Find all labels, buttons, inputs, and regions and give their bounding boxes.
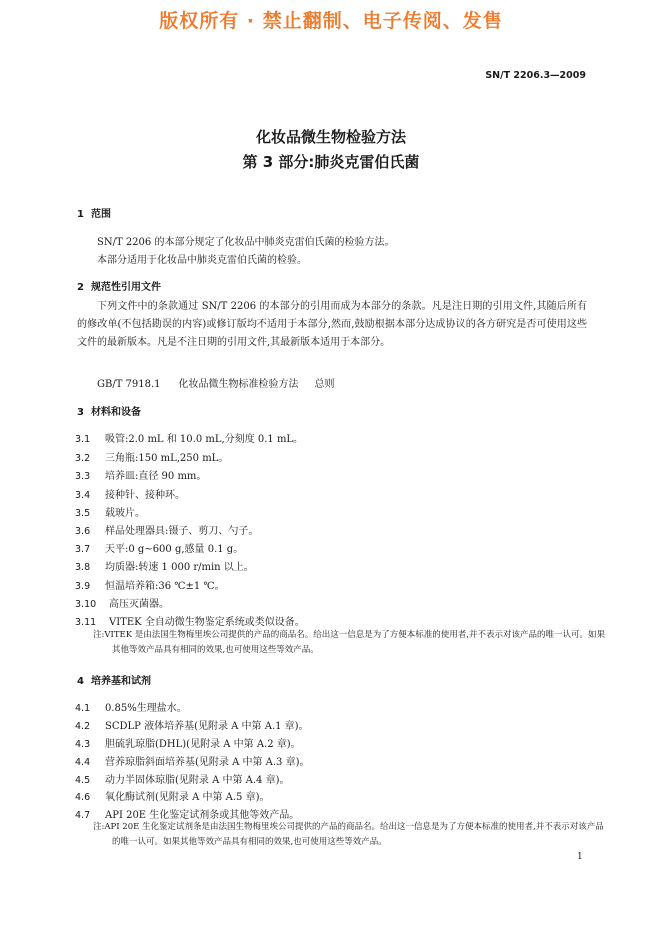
section-title: 规范性引用文件 <box>91 282 161 293</box>
list-item <box>75 735 301 750</box>
item-number: 3.7 <box>75 544 91 555</box>
item-text: 0.85%生理盐水。 <box>105 703 187 714</box>
item-text: 天平:0 g~600 g,感量 0.1 g。 <box>105 544 244 555</box>
list-item <box>75 788 270 803</box>
note: 注:API 20E 生化鉴定试剂条是由法国生物梅里埃公司提供的产品的商品名。给出这一信息是为了方便本标准的使用者,并不表示对该产品的唯一认可。如果其他等效产品具有相同的效果,也可使用这些等效产品。 <box>93 822 604 847</box>
section-heading <box>77 205 111 220</box>
item-number: 4.3 <box>75 739 91 750</box>
list-item <box>75 486 185 501</box>
list-item <box>75 806 299 821</box>
paragraph: SN/T 2206 的本部分规定了化妆品中肺炎克雷伯氏菌的检验方法。 <box>97 237 395 248</box>
section-title: 培养基和试剂 <box>91 676 151 687</box>
item-text: 恒温培养箱:36 ℃±1 ℃。 <box>105 581 225 592</box>
item-text: 接种针、接种环。 <box>105 490 185 501</box>
item-text: 培养皿:直径 90 mm。 <box>105 471 207 482</box>
item-number: 4.4 <box>75 757 91 768</box>
section-title: 材料和设备 <box>91 407 141 418</box>
item-text: VITEK 全自动微生物鉴定系统或类似设备。 <box>109 617 305 628</box>
section-number: 1 <box>77 209 84 220</box>
normative-reference <box>97 375 335 390</box>
list-item <box>75 449 228 464</box>
item-text: 载玻片。 <box>105 508 145 519</box>
item-number: 4.1 <box>75 703 91 714</box>
list-item <box>75 577 225 592</box>
item-number: 3.10 <box>75 599 97 610</box>
list-item <box>75 540 243 555</box>
list-item <box>75 558 254 573</box>
document-title: 化妆品微生物检验方法 <box>255 128 406 146</box>
list-item <box>75 753 310 768</box>
item-text: 氧化酶试剂(见附录 A 中第 A.5 章)。 <box>105 792 270 803</box>
section-heading <box>77 278 161 293</box>
item-text: 胆硫乳琼脂(DHL)(见附录 A 中第 A.2 章)。 <box>105 739 301 750</box>
item-number: 3.6 <box>75 526 91 537</box>
list-item <box>75 699 187 714</box>
section-number: 2 <box>77 282 84 293</box>
section-heading <box>77 403 141 418</box>
list-item <box>75 717 309 732</box>
item-text: 均质器:转速 1 000 r/min 以上。 <box>105 562 254 573</box>
item-number: 4.6 <box>75 792 91 803</box>
item-text: 吸管:2.0 mL 和 10.0 mL,分刻度 0.1 mL。 <box>105 434 304 445</box>
list-item <box>75 430 303 445</box>
list-item <box>75 771 290 786</box>
item-number: 3.4 <box>75 490 91 501</box>
reference-suffix: 总则 <box>314 379 335 390</box>
item-number: 3.2 <box>75 453 91 464</box>
standard-id: SN/T 2206.3—2009 <box>485 70 586 81</box>
item-text: API 20E 生化鉴定试剂条或其他等效产品。 <box>105 810 300 821</box>
page-number: 1 <box>577 852 583 862</box>
item-number: 3.1 <box>75 434 91 445</box>
reference-code: GB/T 7918.1 <box>97 379 161 390</box>
item-number: 3.11 <box>75 617 97 628</box>
section-number: 3 <box>77 407 84 418</box>
item-number: 3.3 <box>75 471 91 482</box>
note: 注:VITEK 是由法国生物梅里埃公司提供的产品的商品名。给出这一信息是为了方便本标准的使用者,并不表示对该产品的唯一认可。如果其他等效产品具有相同的效果,也可使用这些等效产品。 <box>93 630 605 655</box>
section-title: 范围 <box>91 209 111 220</box>
item-text: 样品处理器具:镊子、剪刀、勺子。 <box>105 526 259 537</box>
section-heading <box>77 672 151 687</box>
paragraph: 下列文件中的条款通过 SN/T 2206 的本部分的引用而成为本部分的条款。凡是注日期的引用文件,其随后所有的修改单(不包括勘误的内容)或修订版均不适用于本部分,然而,鼓励根据本部分达成协议的各方研究是否可使用这些文件的最新版本。凡是不注日期的引用文件,其最新版本适用于本部分。 <box>77 301 587 348</box>
list-item <box>75 595 169 610</box>
item-number: 3.9 <box>75 581 91 592</box>
item-text: 高压灭菌器。 <box>109 599 169 610</box>
item-text: SCDLP 液体培养基(见附录 A 中第 A.1 章)。 <box>105 721 309 732</box>
list-item <box>75 522 258 537</box>
reference-title: 化妆品微生物标准检验方法 <box>178 379 299 390</box>
document-subtitle: 第 3 部分:肺炎克雷伯氏菌 <box>242 153 420 171</box>
list-item <box>75 467 206 482</box>
list-item <box>75 613 305 628</box>
list-item <box>75 504 145 519</box>
item-number: 4.2 <box>75 721 91 732</box>
section-number: 4 <box>77 676 84 687</box>
item-number: 4.7 <box>75 810 91 821</box>
item-text: 营养琼脂斜面培养基(见附录 A 中第 A.3 章)。 <box>105 757 310 768</box>
item-number: 3.8 <box>75 562 91 573</box>
item-text: 三角瓶:150 mL,250 mL。 <box>105 453 229 464</box>
item-number: 3.5 <box>75 508 91 519</box>
item-number: 4.5 <box>75 775 91 786</box>
paragraph: 本部分适用于化妆品中肺炎克雷伯氏菌的检验。 <box>97 255 307 266</box>
item-text: 动力半固体琼脂(见附录 A 中第 A.4 章)。 <box>105 775 290 786</box>
copyright-watermark: 版权所有 · 禁止翻制、电子传阅、发售 <box>159 10 503 32</box>
